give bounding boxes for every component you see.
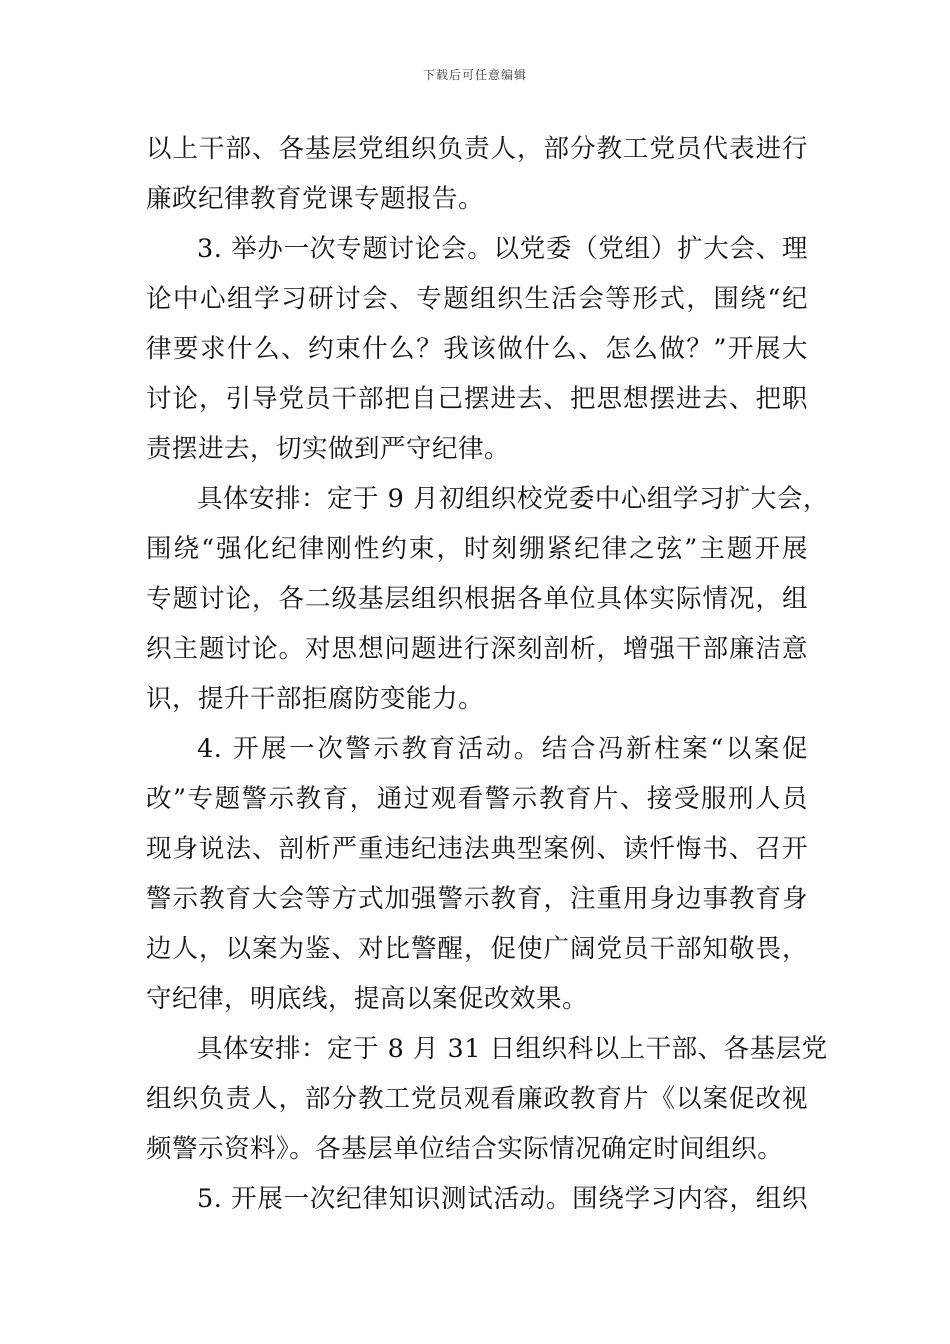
- text-line: 4. 开展一次警示教育活动。结合冯新柱案“以案促: [197, 734, 808, 764]
- text-line: 具体安排：定于 9 月初组织校党委中心组学习扩大会，: [197, 484, 829, 514]
- text-line: 组织负责人，部分教工党员观看廉政教育片《以案促改视: [146, 1084, 808, 1114]
- text-line: 责摆进去，切实做到严守纪律。: [146, 434, 511, 464]
- text-line: 专题讨论，各二级基层组织根据各单位具体实际情况，组: [146, 584, 808, 614]
- text-line: 守纪律，明底线，提高以案促改效果。: [146, 984, 589, 1014]
- text-line: 具体安排：定于 8 月 31 日组织科以上干部、各基层党: [197, 1034, 828, 1064]
- text-line: 现身说法、剖析严重违纪违法典型案例、读忏悔书、召开: [146, 834, 808, 864]
- text-line: 织主题讨论。对思想问题进行深刻剖析，增强干部廉洁意: [146, 634, 808, 664]
- text-line: 律要求什么、约束什么？我该做什么、怎么做？”开展大: [146, 334, 808, 364]
- text-line: 边人，以案为鉴、对比警醒，促使广阔党员干部知敬畏，: [146, 934, 808, 964]
- text-line: 围绕“强化纪律刚性约束，时刻绷紧纪律之弦”主题开展: [146, 534, 808, 564]
- text-line: 5. 开展一次纪律知识测试活动。围绕学习内容，组织: [197, 1184, 808, 1214]
- text-line: 识，提升干部拒腐防变能力。: [146, 684, 485, 714]
- text-line: 以上干部、各基层党组织负责人，部分教工党员代表进行: [146, 134, 808, 164]
- text-line: 廉政纪律教育党课专题报告。: [146, 184, 485, 214]
- text-line: 警示教育大会等方式加强警示教育，注重用身边事教育身: [146, 884, 808, 914]
- body-text: [146, 124, 829, 1224]
- header-note: 下载后可任意编辑: [422, 68, 527, 82]
- text-line: 改”专题警示教育，通过观看警示教育片、接受服刑人员: [146, 784, 808, 814]
- text-line: 频警示资料》。各基层单位结合实际情况确定时间组织。: [146, 1134, 784, 1164]
- text-line: 讨论，引导党员干部把自己摆进去、把思想摆进去、把职: [146, 384, 808, 414]
- text-line: 论中心组学习研讨会、专题组织生活会等形式，围绕“纪: [146, 284, 808, 314]
- text-line: 3. 举办一次专题讨论会。以党委（党组）扩大会、理: [197, 234, 808, 264]
